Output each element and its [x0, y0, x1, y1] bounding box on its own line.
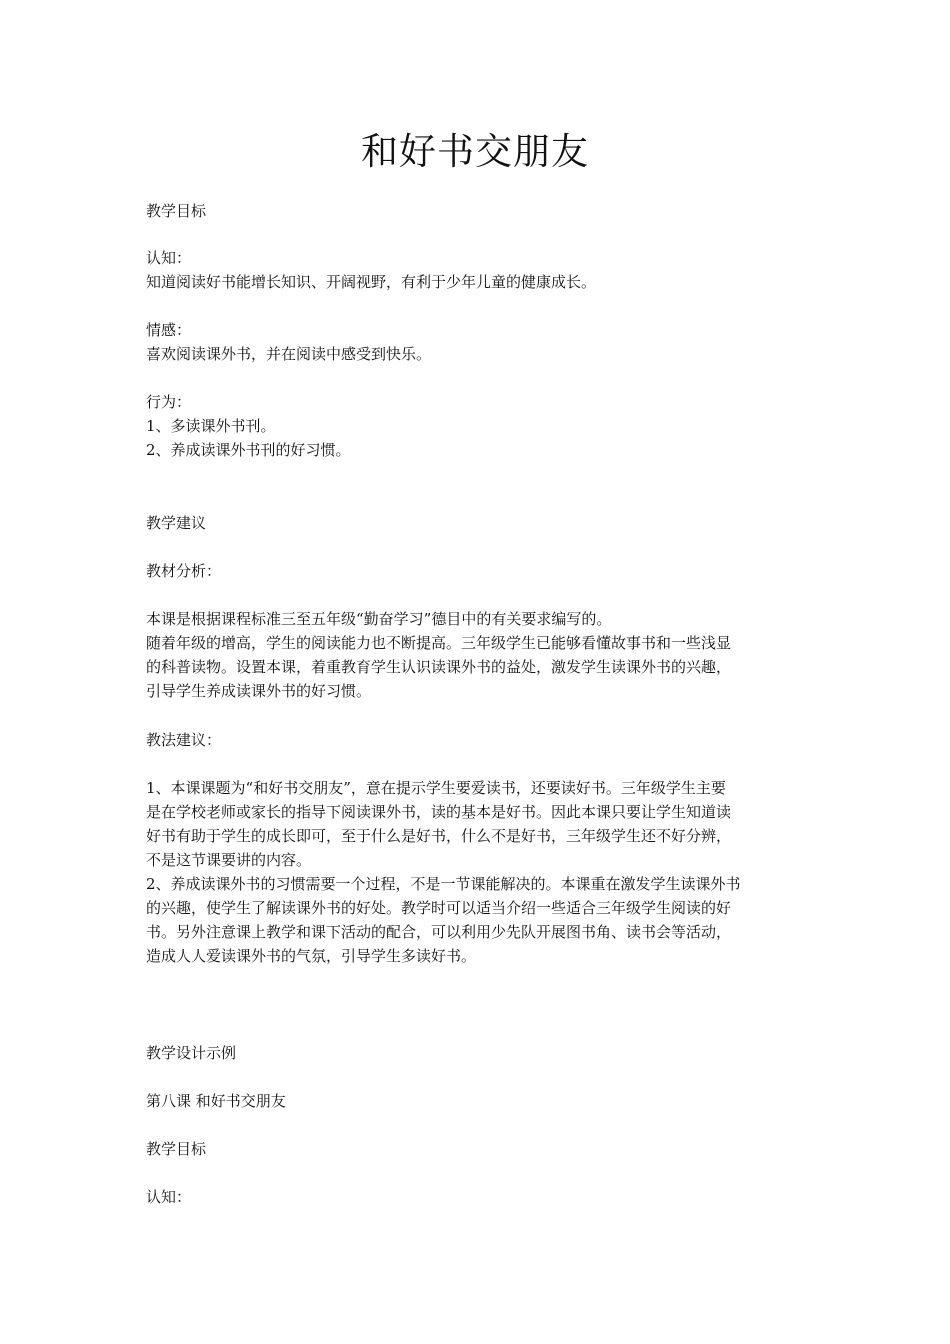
- lesson-title: 第八课 和好书交朋友: [146, 1092, 286, 1110]
- heading-teaching-suggestions: 教学建议: [146, 514, 207, 532]
- heading-teaching-goals: 教学目标: [146, 202, 207, 220]
- paragraph-line: 的兴趣，使学生了解读课外书的好处。教学时可以适当介绍一些适合三年级学生阅读的好: [146, 899, 732, 917]
- heading-teaching-goals: 教学目标: [146, 1140, 207, 1158]
- document-title: 和好书交朋友: [361, 130, 589, 173]
- label-method-suggestions: 教法建议：: [146, 731, 222, 749]
- paragraph-line: 好书有助于学生的成长即可，至于什么是好书，什么不是好书，三年级学生还不好分辨，: [146, 827, 732, 845]
- paragraph-line: 随着年级的增高，学生的阅读能力也不断提高。三年级学生已能够看懂故事书和一些浅显: [146, 634, 732, 652]
- paragraph-line: 1、本课课题为“和好书交朋友”，意在提示学生要爱读书，还要读好书。三年级学生主要: [146, 779, 726, 797]
- label-material-analysis: 教材分析：: [146, 562, 222, 580]
- paragraph-line: 不是这节课要讲的内容。: [146, 851, 312, 869]
- paragraph-line: 是在学校老师或家长的指导下阅读课外书，读的基本是好书。因此本课只要让学生知道读: [146, 803, 732, 821]
- list-item: 2、养成读课外书刊的好习惯。: [146, 441, 351, 459]
- paragraph-line: 引导学生养成读课外书的好习惯。: [146, 682, 372, 700]
- label-cognition: 认知：: [146, 249, 192, 267]
- paragraph-line: 书。另外注意课上教学和课下活动的配合，可以利用少先队开展图书角、读书会等活动，: [146, 923, 732, 941]
- heading-design-example: 教学设计示例: [146, 1044, 237, 1062]
- paragraph-line: 造成人人爱读课外书的气氛，引导学生多读好书。: [146, 947, 477, 965]
- paragraph-line: 知道阅读好书能增长知识、开阔视野，有利于少年儿童的健康成长。: [146, 273, 597, 291]
- label-emotion: 情感：: [146, 321, 192, 339]
- paragraph-line: 本课是根据课程标准三至五年级“勤奋学习”德目中的有关要求编写的。: [146, 610, 612, 628]
- paragraph-line: 喜欢阅读课外书，并在阅读中感受到快乐。: [146, 345, 432, 363]
- list-item: 1、多读课外书刊。: [146, 417, 276, 435]
- label-behavior: 行为：: [146, 393, 192, 411]
- label-cognition: 认知：: [146, 1188, 192, 1206]
- paragraph-line: 的科普读物。设置本课，着重教育学生认识读课外书的益处，激发学生读课外书的兴趣，: [146, 658, 732, 676]
- paragraph-line: 2、养成读课外书的习惯需要一个过程，不是一节课能解决的。本课重在激发学生读课外书: [146, 875, 741, 893]
